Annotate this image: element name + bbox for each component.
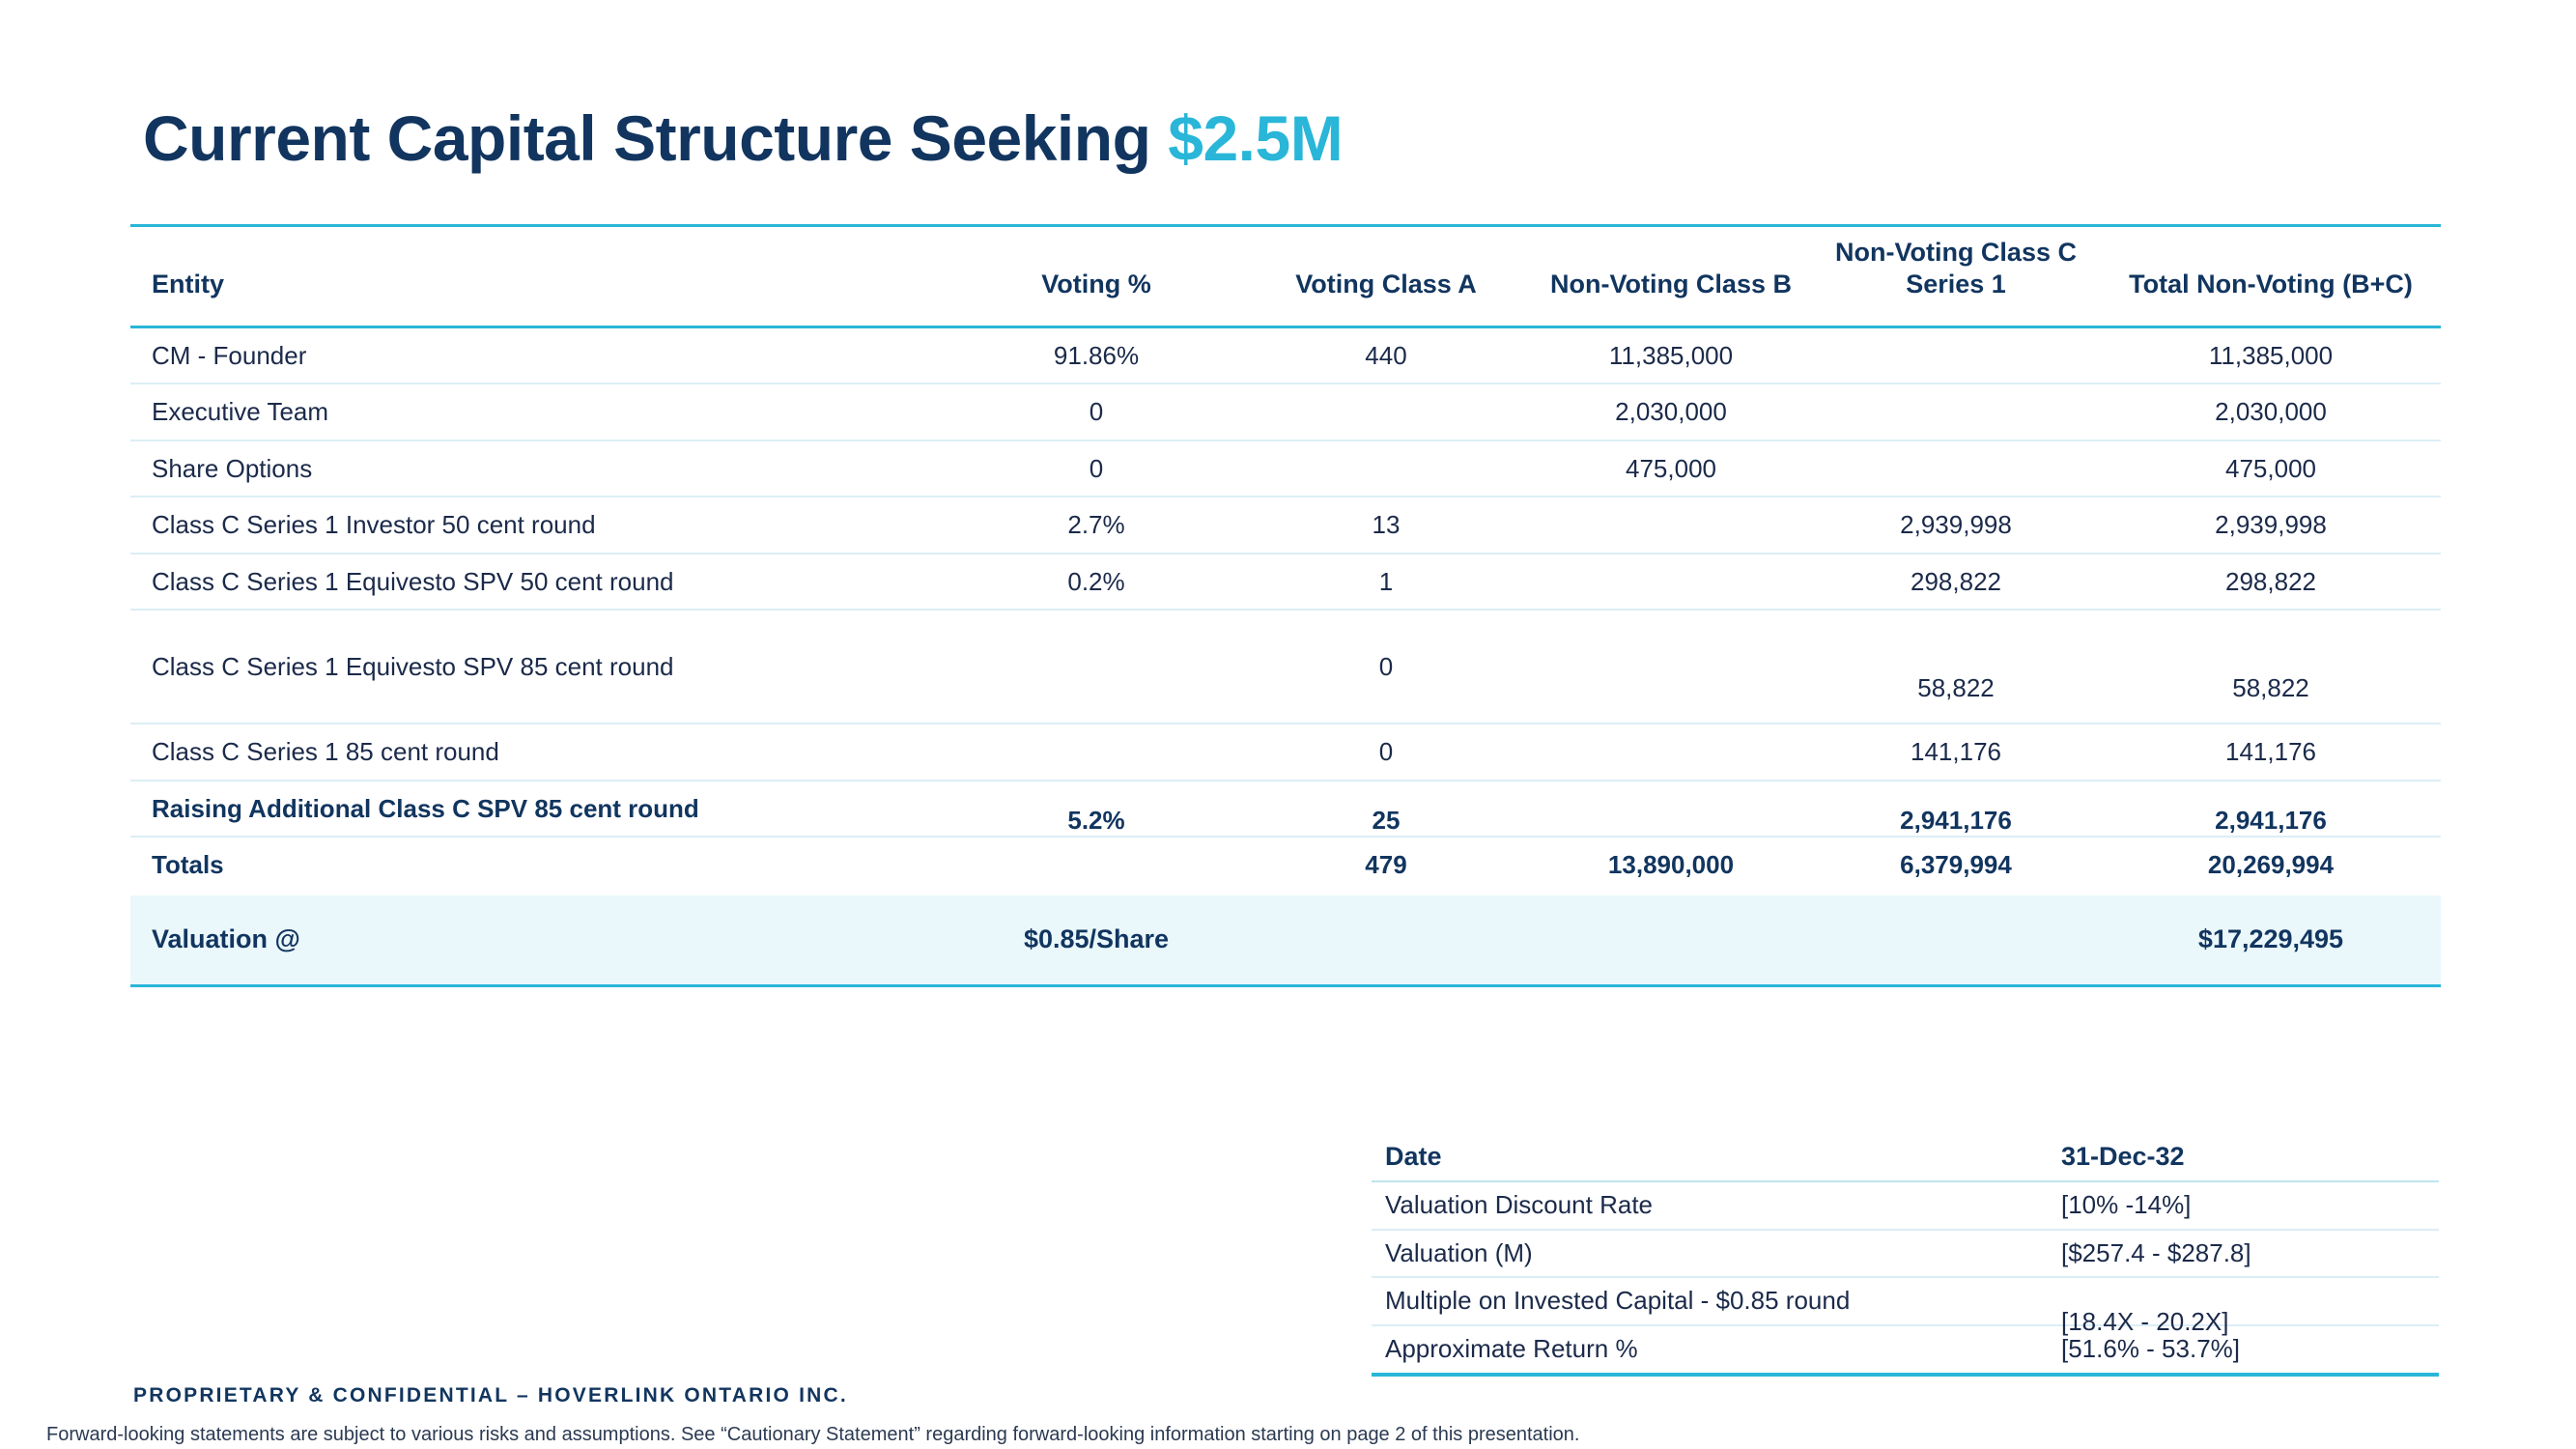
cell-class-a <box>1241 894 1531 985</box>
cell-class-a: 479 <box>1241 837 1531 894</box>
cell-class-c <box>1811 327 2101 384</box>
cell-class-a-value: 25 <box>1372 805 1401 835</box>
cell-voting-pct <box>951 781 1241 838</box>
cell-voting-pct: 91.86% <box>951 327 1241 384</box>
cell-class-b <box>1531 724 1811 781</box>
table-row-totals <box>130 837 2441 894</box>
cell-entity: Valuation @ <box>130 894 951 985</box>
metrics-value: [51.6% - 53.7%] <box>2048 1325 2439 1375</box>
metrics-value: [$257.4 - $287.8] <box>2048 1230 2439 1278</box>
cell-entity: Totals <box>130 837 951 894</box>
cell-class-c-value: 2,941,176 <box>1900 805 2012 835</box>
table-row <box>130 327 2441 384</box>
metrics-label: Valuation Discount Rate <box>1372 1181 2048 1230</box>
cell-total: 11,385,000 <box>2101 327 2441 384</box>
cell-class-c-value: 58,822 <box>1917 673 1995 703</box>
cell-class-c: 2,939,998 <box>1811 497 2101 554</box>
table-row-highlight <box>130 781 2441 838</box>
metrics-header-label: Date <box>1372 1135 2048 1181</box>
cell-class-a: 0 <box>1241 610 1531 724</box>
cell-class-b <box>1531 497 1811 554</box>
table-row <box>130 440 2441 497</box>
metrics-label: Multiple on Invested Capital - $0.85 round <box>1372 1277 2048 1325</box>
metrics-row <box>1372 1181 2439 1230</box>
cell-class-b: 11,385,000 <box>1531 327 1811 384</box>
cell-entity: Class C Series 1 Equivesto SPV 50 cent round <box>130 554 951 611</box>
metrics-label: Approximate Return % <box>1372 1325 2048 1375</box>
cell-voting-pct <box>951 837 1241 894</box>
cell-class-b <box>1531 894 1811 985</box>
table-row <box>130 497 2441 554</box>
column-header-total-non-voting: Total Non-Voting (B+C) <box>2129 269 2413 298</box>
cell-class-c: 6,379,994 <box>1811 837 2101 894</box>
cell-class-c <box>1811 781 2101 838</box>
cell-class-c <box>1811 440 2101 497</box>
column-header-entity: Entity <box>152 269 225 298</box>
cell-entity: CM - Founder <box>130 327 951 384</box>
metrics-row <box>1372 1230 2439 1278</box>
table-header-row <box>130 226 2441 327</box>
metrics-value <box>2048 1277 2439 1337</box>
cell-total: 475,000 <box>2101 440 2441 497</box>
cell-total: 141,176 <box>2101 724 2441 781</box>
cell-class-c: 298,822 <box>1811 554 2101 611</box>
metrics-label: Valuation (M) <box>1372 1230 2048 1278</box>
cell-class-b <box>1531 781 1811 838</box>
page-title <box>143 101 1343 175</box>
cell-total-value: 2,941,176 <box>2215 805 2327 835</box>
cell-total: 2,030,000 <box>2101 384 2441 440</box>
returns-metrics-table <box>1372 1135 2439 1377</box>
column-header-voting-pct: Voting % <box>1041 269 1151 298</box>
metrics-header-value: 31-Dec-32 <box>2048 1135 2439 1181</box>
cell-valuation-per-share: $0.85/Share <box>951 894 1241 985</box>
table-row <box>130 724 2441 781</box>
cell-class-a: 0 <box>1241 724 1531 781</box>
cell-voting-pct: 0 <box>951 384 1241 440</box>
cell-voting-pct <box>951 724 1241 781</box>
cell-class-a <box>1241 440 1531 497</box>
cell-class-a: 13 <box>1241 497 1531 554</box>
cell-class-b <box>1531 554 1811 611</box>
cell-class-b: 13,890,000 <box>1531 837 1811 894</box>
cell-class-c <box>1811 610 2101 724</box>
cell-class-b: 475,000 <box>1531 440 1811 497</box>
cell-voting-pct: 0 <box>951 440 1241 497</box>
cell-voting-pct: 2.7% <box>951 497 1241 554</box>
metrics-value: [10% -14%] <box>2048 1181 2439 1230</box>
cell-class-a: 440 <box>1241 327 1531 384</box>
column-header-non-voting-class-c: Non-Voting Class C Series 1 <box>1834 238 2077 298</box>
cell-class-a: 1 <box>1241 554 1531 611</box>
footer-confidential: PROPRIETARY & CONFIDENTIAL – HOVERLINK ONTARIO INC. <box>133 1384 848 1406</box>
cell-total: 2,939,998 <box>2101 497 2441 554</box>
cell-voting-pct-value: 5.2% <box>1067 805 1125 835</box>
cell-class-a <box>1241 384 1531 440</box>
table-row-valuation <box>130 894 2441 985</box>
column-header-non-voting-class-b: Non-Voting Class B <box>1549 269 1792 298</box>
table-row <box>130 554 2441 611</box>
cell-total: 298,822 <box>2101 554 2441 611</box>
cell-total: 20,269,994 <box>2101 837 2441 894</box>
metrics-row <box>1372 1325 2439 1375</box>
column-header-voting-class-a: Voting Class A <box>1295 269 1477 298</box>
cell-entity: Class C Series 1 Investor 50 cent round <box>130 497 951 554</box>
cell-valuation-total: $17,229,495 <box>2101 894 2441 985</box>
cell-class-b <box>1531 610 1811 724</box>
cell-entity: Class C Series 1 Equivesto SPV 85 cent round <box>130 610 951 724</box>
table-row <box>130 384 2441 440</box>
table-row <box>130 610 2441 724</box>
cell-total <box>2101 610 2441 724</box>
cell-class-c: 141,176 <box>1811 724 2101 781</box>
metrics-value-text: [18.4X - 20.2X] <box>2061 1307 2229 1337</box>
cell-entity: Share Options <box>130 440 951 497</box>
cell-class-c <box>1811 894 2101 985</box>
cell-class-c <box>1811 384 2101 440</box>
cell-voting-pct: 0.2% <box>951 554 1241 611</box>
cell-total-value: 58,822 <box>2232 673 2309 703</box>
footer-disclaimer: Forward-looking statements are subject to various risks and assumptions. See “Cautionary Statement” regarding forward-looking information starting on page 2 of this presentation. <box>46 1424 1580 1445</box>
metrics-row <box>1372 1277 2439 1325</box>
page-title-main: Current Capital Structure Seeking <box>143 102 1169 174</box>
cell-class-a <box>1241 781 1531 838</box>
metrics-header-row <box>1372 1135 2439 1181</box>
capital-structure-table <box>130 224 2441 987</box>
cell-entity: Raising Additional Class C SPV 85 cent round <box>130 781 951 838</box>
cell-voting-pct <box>951 610 1241 724</box>
cell-entity: Class C Series 1 85 cent round <box>130 724 951 781</box>
page-title-accent: $2.5M <box>1168 102 1344 174</box>
cell-total <box>2101 781 2441 838</box>
cell-class-b: 2,030,000 <box>1531 384 1811 440</box>
cell-entity: Executive Team <box>130 384 951 440</box>
